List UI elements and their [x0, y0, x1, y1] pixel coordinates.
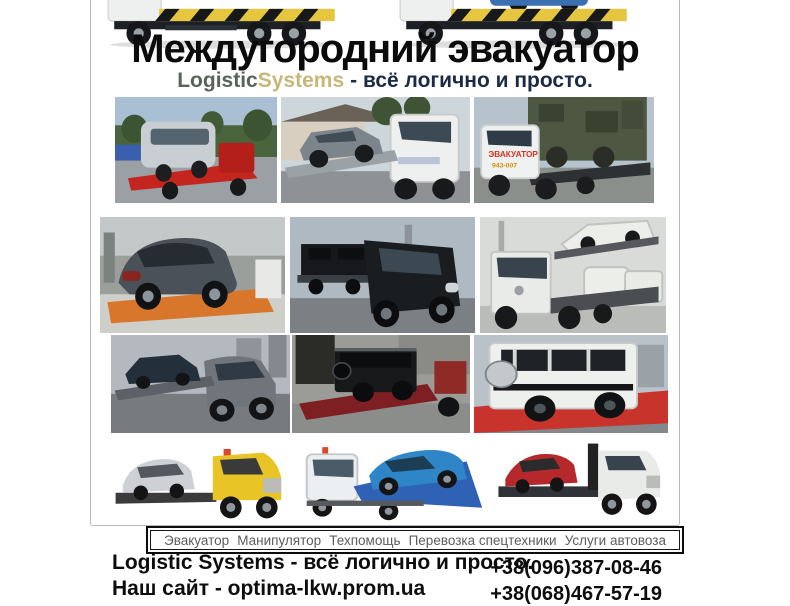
- photo-gazelle-tow-truck-with-sedan: [111, 335, 290, 433]
- photo-military-truck-on-flatbed: [474, 97, 654, 203]
- menu-item-evakuator[interactable]: Эвакуатор: [164, 532, 230, 548]
- photo-white-gwagon-on-red-flatbed: [474, 335, 668, 433]
- photo-grey-suv-coupe-on-orange-flatbed: [100, 217, 285, 333]
- page-title: Междугородний эвакуатор: [131, 27, 639, 71]
- brand-part2: Systems: [257, 69, 345, 92]
- illustration-white-truck-red-car: [495, 440, 667, 522]
- photo-van-on-red-flatbed: [115, 97, 277, 203]
- footer-phone-1: +38(096)387-08-46: [490, 557, 662, 579]
- photo-black-gwagon-on-dark-red-ramp: [292, 335, 470, 433]
- menu-item-perevozka-spectehniki[interactable]: Перевозка спецтехники: [408, 532, 557, 548]
- cab-phone-text: 943-007: [492, 162, 518, 170]
- photo-black-sprinter-car-hauler: [290, 217, 475, 333]
- illustration-white-truck-blue-ramp-blue-car: [295, 440, 490, 522]
- footer-tagline: Logistic Systems - всё логично и просто.: [112, 551, 534, 574]
- menu-item-manipulyator[interactable]: Манипулятор: [237, 532, 322, 548]
- footer-site: Наш сайт - optima-lkw.prom.ua: [112, 577, 426, 600]
- services-menu: [146, 526, 684, 554]
- footer-phone-2: +38(068)467-57-19: [490, 583, 662, 605]
- cab-sign-text: ЭВАКУАТОР: [488, 150, 538, 160]
- menu-item-uslugi-avtovoza[interactable]: Услуги автовоза: [564, 532, 666, 548]
- menu-item-tehpomosch[interactable]: Техпомощь: [329, 532, 401, 548]
- photo-damaged-sedan-on-white-truck: [281, 97, 470, 203]
- photo-white-car-carrier-truck: [480, 217, 666, 333]
- illustration-yellow-tow-truck-silver-car: [112, 438, 292, 522]
- brand-line: [95, 69, 675, 95]
- brand-part1: Logistic: [177, 69, 258, 92]
- brand-tagline: - всё логично и просто.: [350, 69, 593, 92]
